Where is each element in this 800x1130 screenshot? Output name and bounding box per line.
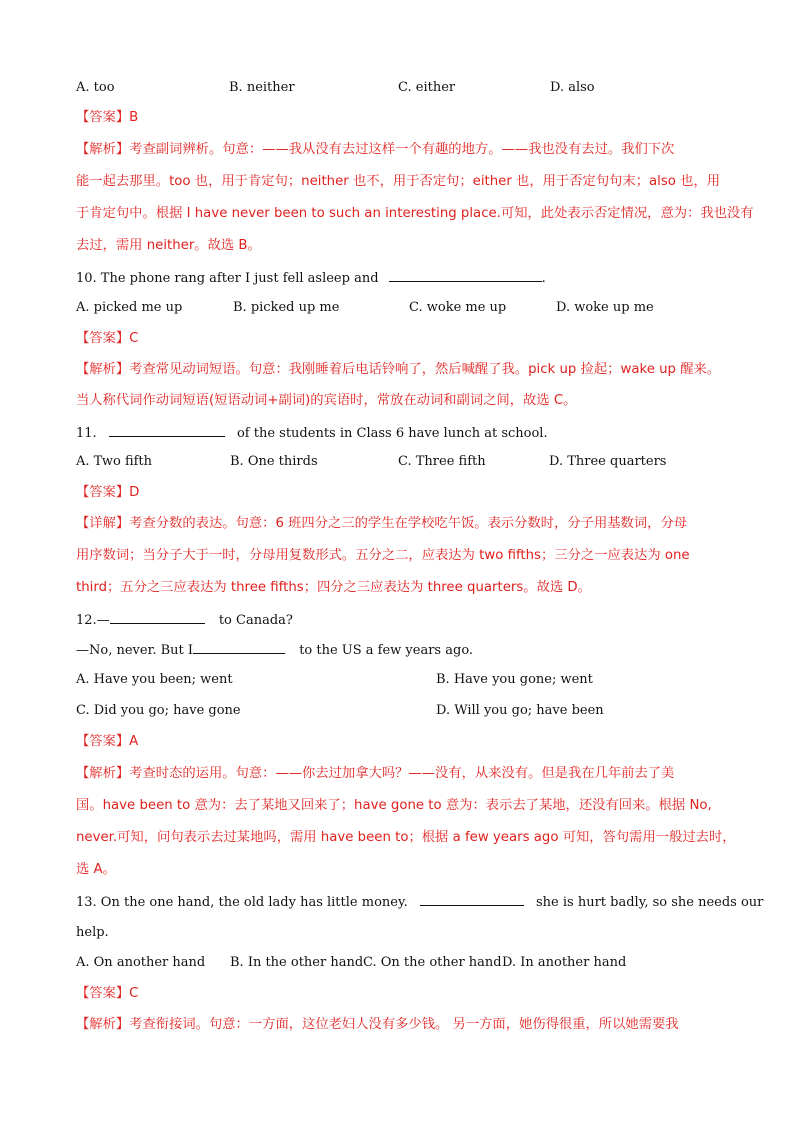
- q12-explanation-line: 【解析】考查时态的运用。句意：——你去过加拿大吗？——没有，从来没有。但是我在几年前去了美: [76, 766, 675, 781]
- option-a: A. Have you been; went: [76, 672, 233, 687]
- option-b: B. picked up me: [233, 300, 340, 315]
- option-d: D. woke up me: [556, 300, 654, 315]
- q11-stem: [76, 423, 740, 443]
- q13-explanation-line: 【解析】考查衔接词。句意：一方面，这位老妇人没有多少钱。 另一方面，她伤得很重，所以她需要我: [76, 1017, 679, 1032]
- option-c: C. either: [398, 80, 456, 95]
- answer-blank: [420, 892, 524, 906]
- option-a: A. too: [76, 80, 115, 95]
- q13-answer: 【答案】C: [76, 986, 139, 1001]
- q9-explanation-line: 于肯定句中。根据 I have never been to such an interesting place.可知，此处表示否定情况，意为：我也没有: [76, 206, 754, 221]
- q12-line2: [76, 640, 740, 660]
- option-b: B. Have you gone; went: [436, 672, 593, 687]
- q13-stem-text: 13. On the one hand, the old lady has little money.: [76, 895, 408, 910]
- answer-blank: [389, 268, 542, 282]
- option-a: A. On another hand: [76, 955, 206, 970]
- q13-stem-line2: help.: [76, 925, 109, 940]
- answer-blank: [109, 423, 225, 437]
- q10-explanation-line: 当人称代词作动词短语(短语动词+副词)的宾语时，常放在动词和副词之间，故选 C。: [76, 393, 577, 408]
- q12-number: 12.—: [76, 613, 110, 628]
- option-d: D. In another hand: [502, 955, 627, 970]
- option-b: B. In the other hand: [230, 955, 364, 970]
- option-a: A. Two fifth: [76, 454, 153, 469]
- q11-number: 11.: [76, 426, 97, 441]
- q11-explanation-line: third；五分之三应表达为 three fifths；四分之三应表达为 three quarters。故选 D。: [76, 580, 591, 595]
- q11-explanation-line: 用序数词；当分子大于一时，分母用复数形式。五分之二，应表达为 two fifths；三分之一应表达为 one: [76, 548, 690, 563]
- option-c: C. Three fifth: [398, 454, 486, 469]
- option-c: C. Did you go; have gone: [76, 703, 241, 718]
- q12-line2-rest: to the US a few years ago.: [299, 643, 474, 658]
- q11-explanation-line: 【详解】考查分数的表达。句意：6 班四分之三的学生在学校吃午饭。表示分数时，分子用基数词，分母: [76, 516, 688, 531]
- answer-blank: [110, 610, 205, 624]
- option-b: B. neither: [229, 80, 295, 95]
- option-c: C. On the other hand: [363, 955, 502, 970]
- q9-explanation-line: 去过，需用 neither。故选 B。: [76, 238, 261, 253]
- option-d: D. Will you go; have been: [436, 703, 604, 718]
- q10-stem-text: 10. The phone rang after I just fell asleep and: [76, 271, 379, 286]
- option-d: D. Three quarters: [549, 454, 667, 469]
- answer-blank: [193, 640, 285, 654]
- q11-answer: 【答案】D: [76, 485, 140, 500]
- q10-answer: 【答案】C: [76, 331, 139, 346]
- q12-explanation-line: 选 A。: [76, 862, 116, 877]
- q12-explanation-line: 国。have been to 意为：去了某地又回来了；have gone to 意为：表示去了某地，还没有回来。根据 No,: [76, 798, 712, 813]
- q13-stem-rest: she is hurt badly, so she needs our: [536, 895, 764, 910]
- option-a: A. picked me up: [76, 300, 183, 315]
- q13-stem: [76, 892, 764, 912]
- option-d: D. also: [550, 80, 595, 95]
- q9-explanation-line: 能一起去那里。too 也，用于肯定句；neither 也不，用于否定句；either 也，用于否定句句末；also 也，用: [76, 174, 721, 189]
- q10-stem: [76, 268, 740, 288]
- option-b: B. One thirds: [230, 454, 318, 469]
- q11-stem-text: of the students in Class 6 have lunch at school.: [236, 426, 548, 441]
- q12-stem-text: to Canada?: [218, 613, 293, 628]
- q9-answer: 【答案】B: [76, 110, 139, 125]
- q10-explanation-line: 【解析】考查常见动词短语。句意：我刚睡着后电话铃响了，然后喊醒了我。pick up 捡起；wake up 醒来。: [76, 362, 721, 377]
- q10-stem-end: .: [541, 271, 546, 286]
- q12-line2-start: —No, never. But I: [76, 643, 194, 658]
- q12-explanation-line: never.可知，问句表示去过某地吗，需用 have been to；根据 a few years ago 可知，答句需用一般过去时，: [76, 830, 736, 845]
- q12-stem: [76, 610, 740, 630]
- q9-explanation-line: 【解析】考查副词辨析。句意：——我从没有去过这样一个有趣的地方。——我也没有去过。我们下次: [76, 142, 675, 157]
- q12-answer: 【答案】A: [76, 734, 139, 749]
- option-c: C. woke me up: [409, 300, 507, 315]
